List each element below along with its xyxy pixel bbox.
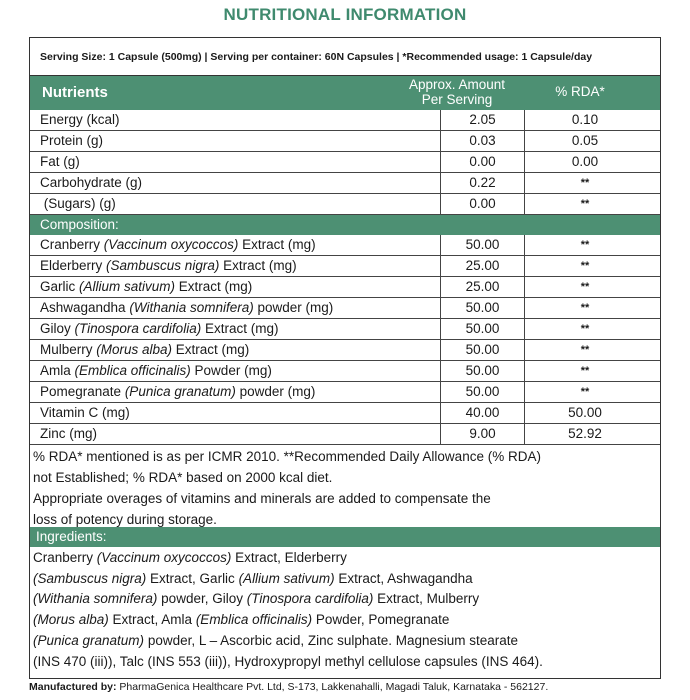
row-rda: ** xyxy=(580,365,590,377)
row-rda: 0.05 xyxy=(571,133,599,148)
row-name: Pomegranate (Punica granatum) powder (mg) xyxy=(40,384,316,399)
row-name: Energy (kcal) xyxy=(40,112,120,127)
row-rda: 52.92 xyxy=(568,426,602,441)
row-name: (Sugars) (g) xyxy=(40,196,116,211)
nutrient-rows xyxy=(30,110,660,445)
row-rda: ** xyxy=(580,177,590,189)
table-row xyxy=(30,131,660,152)
table-row xyxy=(30,256,660,277)
table-row xyxy=(30,340,660,361)
row-name: Fat (g) xyxy=(40,154,80,169)
row-amount: 0.00 xyxy=(440,194,525,214)
table-row xyxy=(30,194,660,215)
row-amount: 9.00 xyxy=(440,424,525,444)
row-rda: ** xyxy=(580,302,590,314)
row-amount: 50.00 xyxy=(440,361,525,381)
note-line: Appropriate overages of vitamins and minerals are added to compensate the xyxy=(33,491,491,506)
row-name: Garlic (Allium sativum) Extract (mg) xyxy=(40,279,253,294)
table-row xyxy=(30,298,660,319)
row-rda: ** xyxy=(580,239,590,251)
row-amount: 0.22 xyxy=(440,173,525,193)
table-row xyxy=(30,277,660,298)
table-row xyxy=(30,361,660,382)
manufacturer-text: PharmaGenica Healthcare Pvt. Ltd, S-173, Lakkenahalli, Magadi Taluk, Karnataka - 562127. xyxy=(116,681,549,693)
table-row xyxy=(30,152,660,173)
row-name: Protein (g) xyxy=(40,133,104,148)
table-row xyxy=(30,110,660,131)
row-amount: 0.03 xyxy=(440,131,525,151)
composition-header: Composition: xyxy=(30,215,660,235)
row-rda: ** xyxy=(580,323,590,335)
row-name: Vitamin C (mg) xyxy=(40,405,130,420)
row-rda: ** xyxy=(580,344,590,356)
row-amount: 0.00 xyxy=(440,152,525,172)
row-name: Carbohydrate (g) xyxy=(40,175,143,190)
table-row xyxy=(30,235,660,256)
row-name: Ashwagandha (Withania somnifera) powder (mg) xyxy=(40,300,334,315)
manufacturer-info xyxy=(29,681,548,693)
serving-info: Serving Size: 1 Capsule (500mg) | Serving per container: 60N Capsules | *Recommended usage: 1 Capsule/day xyxy=(30,38,660,76)
manufacturer-label: Manufactured by: xyxy=(29,681,117,693)
row-amount: 50.00 xyxy=(440,319,525,339)
row-rda: 50.00 xyxy=(568,405,602,420)
ingredients-header: Ingredients: xyxy=(30,527,660,547)
row-amount: 25.00 xyxy=(440,277,525,297)
row-name: Mulberry (Morus alba) Extract (mg) xyxy=(40,342,250,357)
note-line: % RDA* mentioned is as per ICMR 2010. **Recommended Daily Allowance (% RDA) xyxy=(33,449,541,464)
row-name: Giloy (Tinospora cardifolia) Extract (mg) xyxy=(40,321,279,336)
row-name: Amla (Emblica officinalis) Powder (mg) xyxy=(40,363,272,378)
row-amount: 25.00 xyxy=(440,256,525,276)
row-amount: 50.00 xyxy=(440,235,525,255)
row-amount: 50.00 xyxy=(440,298,525,318)
table-row xyxy=(30,319,660,340)
note-line: loss of potency during storage. xyxy=(33,512,217,527)
row-rda: 0.10 xyxy=(571,112,599,127)
nutrition-table-frame xyxy=(29,37,661,679)
row-rda: ** xyxy=(580,281,590,293)
note-line: not Established; % RDA* based on 2000 kcal diet. xyxy=(33,470,333,485)
row-amount: 2.05 xyxy=(440,110,525,130)
row-amount: 50.00 xyxy=(440,340,525,360)
header-amount-line2: Per Serving xyxy=(421,92,493,107)
row-rda: ** xyxy=(580,198,590,210)
row-name: Elderberry (Sambuscus nigra) Extract (mg) xyxy=(40,258,297,273)
notes xyxy=(30,446,660,530)
row-amount: 50.00 xyxy=(440,382,525,402)
page-title: NUTRITIONAL INFORMATION xyxy=(223,5,467,24)
row-rda: 0.00 xyxy=(571,154,599,169)
row-name: Zinc (mg) xyxy=(40,426,97,441)
header-amount-line1: Approx. Amount xyxy=(408,77,506,92)
header-rda: % RDA* xyxy=(555,84,605,99)
header-amount xyxy=(402,77,512,107)
row-rda: ** xyxy=(580,260,590,272)
header-nutrients: Nutrients xyxy=(42,84,108,101)
table-row xyxy=(30,382,660,403)
row-rda: ** xyxy=(580,386,590,398)
row-name: Cranberry (Vaccinum oxycoccos) Extract (mg) xyxy=(40,237,316,252)
table-header xyxy=(30,76,660,110)
table-row xyxy=(30,403,660,424)
table-row xyxy=(30,424,660,445)
ingredients-text: Cranberry (Vaccinum oxycoccos) Extract, Elderberry (Sambuscus nigra) Extract, Garlic (Allium sativum) Extract, Ashwagandha (Withania somnifera) powder, Giloy (Tinospora cardifolia) Extract, Mulberry (Morus alba) Extract, Amla (Emblica officinalis) Powder, Pomegranate (Punica granatum) powder, L – Ascorbic acid, Zinc sulphate. Magnesium stearate (INS 470 (iii)), Talc (INS 553 (iii)), Hydroxypropyl methyl cellulose capsules (INS 464). xyxy=(33,550,543,669)
table-row xyxy=(30,173,660,194)
row-amount: 40.00 xyxy=(440,403,525,423)
